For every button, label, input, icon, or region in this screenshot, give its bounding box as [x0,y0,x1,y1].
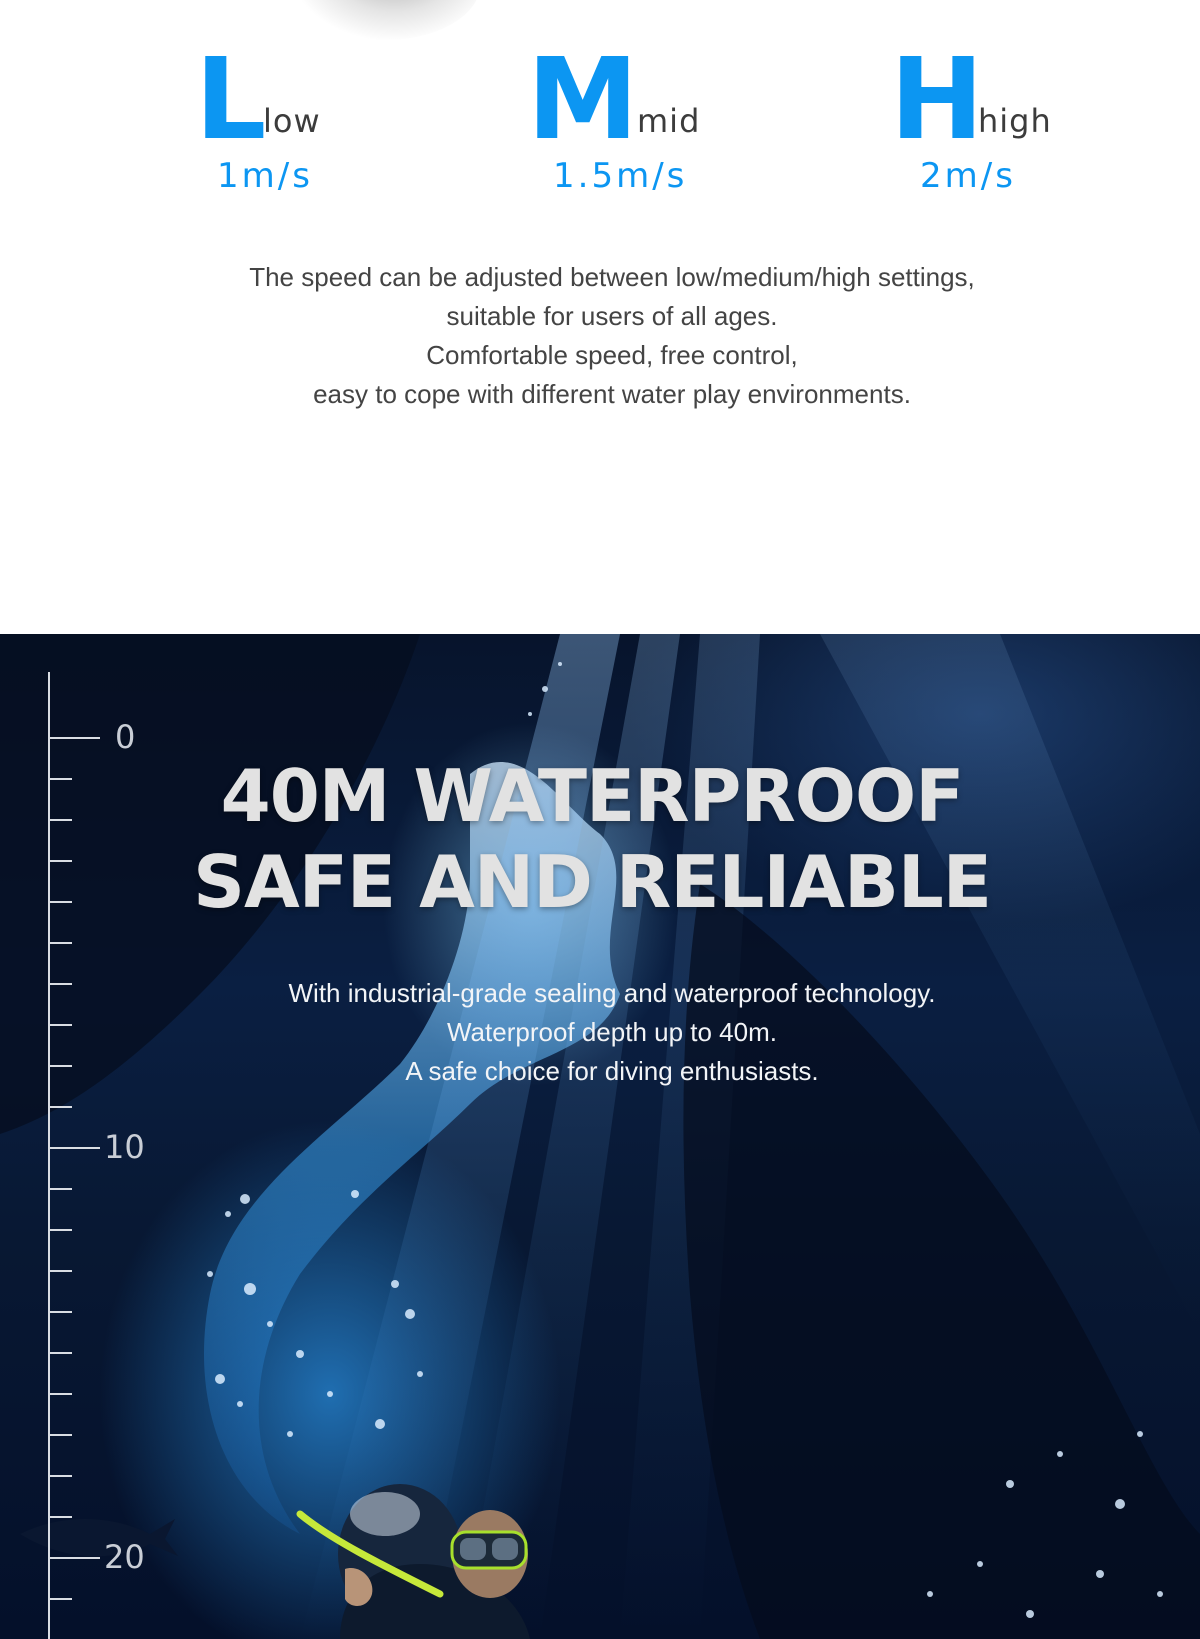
speed-letter: M [527,35,639,165]
speed-section [0,0,1200,634]
headline-line-1: 40M WATERPROOF [220,754,964,838]
ruler-minor-tick [48,1270,72,1272]
depth-label-20: 20 [104,1538,145,1576]
speed-word: mid [637,102,701,140]
diver [300,1484,530,1639]
ruler-minor-tick [48,1475,72,1477]
ruler-major-tick [48,1557,100,1559]
speed-mode-high [890,35,1150,210]
ruler-major-tick [48,1147,100,1149]
ruler-minor-tick [48,1311,72,1313]
speed-letter: H [890,35,984,165]
description-line: With industrial-grade sealing and waterproof technology. [288,978,936,1008]
fish-shape [20,1519,178,1556]
ruler-minor-tick [48,1516,72,1518]
speed-letter: L [195,35,267,165]
speed-mode-mid [527,35,787,210]
waterproof-description [0,974,1200,1091]
ruler-minor-tick [48,1188,72,1190]
ruler-minor-tick [48,942,72,944]
description-line: The speed can be adjusted between low/medium/high settings, [249,262,975,292]
description-line: easy to cope with different water play environments. [313,379,911,409]
ruler-minor-tick [48,1434,72,1436]
depth-label-0: 0 [115,718,136,756]
depth-label-10: 10 [104,1128,145,1166]
speed-value: 1.5m/s [553,156,688,196]
ruler-minor-tick [48,1352,72,1354]
speed-value: 2m/s [920,156,1016,196]
description-line: A safe choice for diving enthusiasts. [405,1056,819,1086]
description-line: Comfortable speed, free control, [426,340,798,370]
description-line: suitable for users of all ages. [446,301,778,331]
ruler-minor-tick [48,1598,72,1600]
speed-mode-low [195,35,455,210]
speed-value: 1m/s [217,156,313,196]
speed-word: high [978,102,1052,140]
product-shadow [290,0,480,40]
waterproof-section [0,634,1200,1639]
ruler-minor-tick [48,1393,72,1395]
speed-description [0,258,1200,414]
ruler-minor-tick [48,1229,72,1231]
ruler-major-tick [48,737,100,739]
ruler-minor-tick [48,1106,72,1108]
speed-word: low [263,102,321,140]
headline-line-2: SAFE AND RELIABLE [193,840,991,924]
description-line: Waterproof depth up to 40m. [446,1017,777,1047]
